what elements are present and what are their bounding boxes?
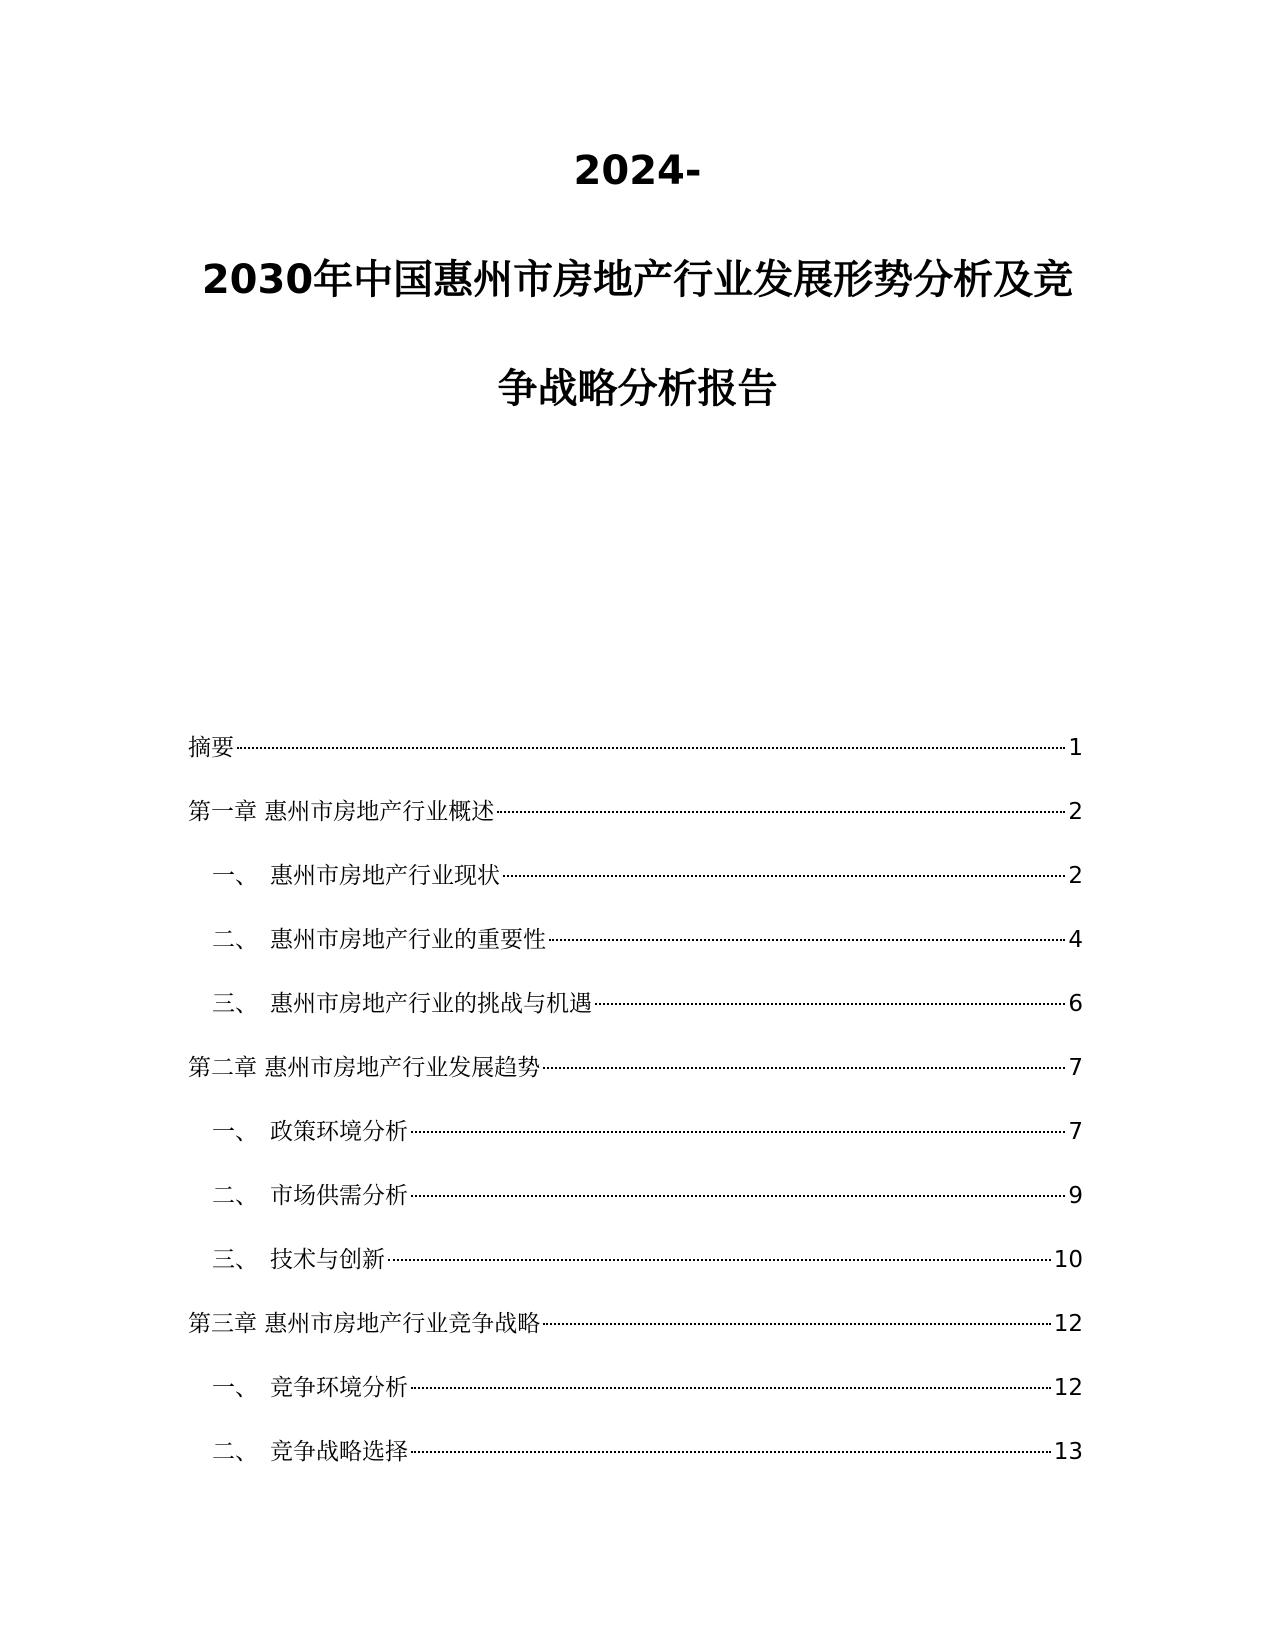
toc-section-number: 二、: [212, 1439, 258, 1465]
toc-page-number: 2: [1068, 799, 1083, 825]
toc-entry-2-1[interactable]: [188, 1116, 1083, 1180]
toc-leader: [411, 1451, 1051, 1453]
toc-entry-2-3[interactable]: [188, 1244, 1083, 1308]
toc-label: 第二章 惠州市房地产行业发展趋势: [188, 1055, 541, 1081]
toc-page-number: 7: [1068, 1119, 1083, 1145]
toc-leader: [543, 1323, 1050, 1325]
toc-leader: [503, 875, 1065, 877]
title-line-3: 争战略分析报告: [497, 366, 778, 412]
toc-label: 惠州市房地产行业现状: [270, 863, 500, 889]
toc-section-number: 三、: [212, 1247, 258, 1273]
toc-label: 第一章 惠州市房地产行业概述: [188, 799, 495, 825]
toc-leader: [411, 1131, 1065, 1133]
toc-entry-abstract[interactable]: [188, 732, 1083, 796]
toc-section-number: 一、: [212, 1375, 258, 1401]
toc-label: 政策环境分析: [270, 1119, 408, 1145]
toc-page-number: 10: [1053, 1247, 1083, 1273]
toc-section-number: 二、: [212, 927, 258, 953]
report-title: [150, 145, 1125, 415]
toc-entry-3-1[interactable]: [188, 1372, 1083, 1436]
toc-leader: [237, 747, 1065, 749]
toc-page-number: 6: [1068, 991, 1083, 1017]
toc-label: 摘要: [188, 735, 234, 761]
toc-label: 惠州市房地产行业的重要性: [270, 927, 546, 953]
toc-label: 第三章 惠州市房地产行业竞争战略: [188, 1311, 541, 1337]
toc-leader: [549, 939, 1065, 941]
toc-entry-2-2[interactable]: [188, 1180, 1083, 1244]
toc-section-number: 二、: [212, 1183, 258, 1209]
toc-page-number: 4: [1068, 927, 1083, 953]
toc-label: 技术与创新: [270, 1247, 385, 1273]
toc-leader: [411, 1387, 1051, 1389]
toc-page-number: 9: [1068, 1183, 1083, 1209]
title-line-2: 2030年中国惠州市房地产行业发展形势分析及竞: [201, 257, 1074, 303]
title-line-1: 2024-: [573, 148, 702, 194]
toc-section-number: 一、: [212, 1119, 258, 1145]
toc-leader: [595, 1003, 1065, 1005]
toc-section-number: 三、: [212, 991, 258, 1017]
toc-entry-1-3[interactable]: [188, 988, 1083, 1052]
toc-leader: [543, 1067, 1065, 1069]
toc-page-number: 12: [1053, 1311, 1083, 1337]
toc-section-number: 一、: [212, 863, 258, 889]
toc-label: 竞争环境分析: [270, 1375, 408, 1401]
toc-entry-chapter-1[interactable]: [188, 796, 1083, 860]
toc-leader: [411, 1195, 1065, 1197]
toc-page-number: 13: [1053, 1439, 1083, 1465]
toc-leader: [497, 811, 1065, 813]
toc-page-number: 12: [1053, 1375, 1083, 1401]
toc-page-number: 2: [1068, 863, 1083, 889]
toc-entry-1-2[interactable]: [188, 924, 1083, 988]
toc-label: 惠州市房地产行业的挑战与机遇: [270, 991, 592, 1017]
toc-page-number: 7: [1068, 1055, 1083, 1081]
toc-entry-chapter-2[interactable]: [188, 1052, 1083, 1116]
toc-label: 竞争战略选择: [270, 1439, 408, 1465]
toc-leader: [388, 1259, 1051, 1261]
toc-entry-3-2[interactable]: [188, 1436, 1083, 1500]
table-of-contents: [188, 732, 1083, 1500]
toc-page-number: 1: [1068, 735, 1083, 761]
toc-entry-chapter-3[interactable]: [188, 1308, 1083, 1372]
toc-label: 市场供需分析: [270, 1183, 408, 1209]
toc-entry-1-1[interactable]: [188, 860, 1083, 924]
